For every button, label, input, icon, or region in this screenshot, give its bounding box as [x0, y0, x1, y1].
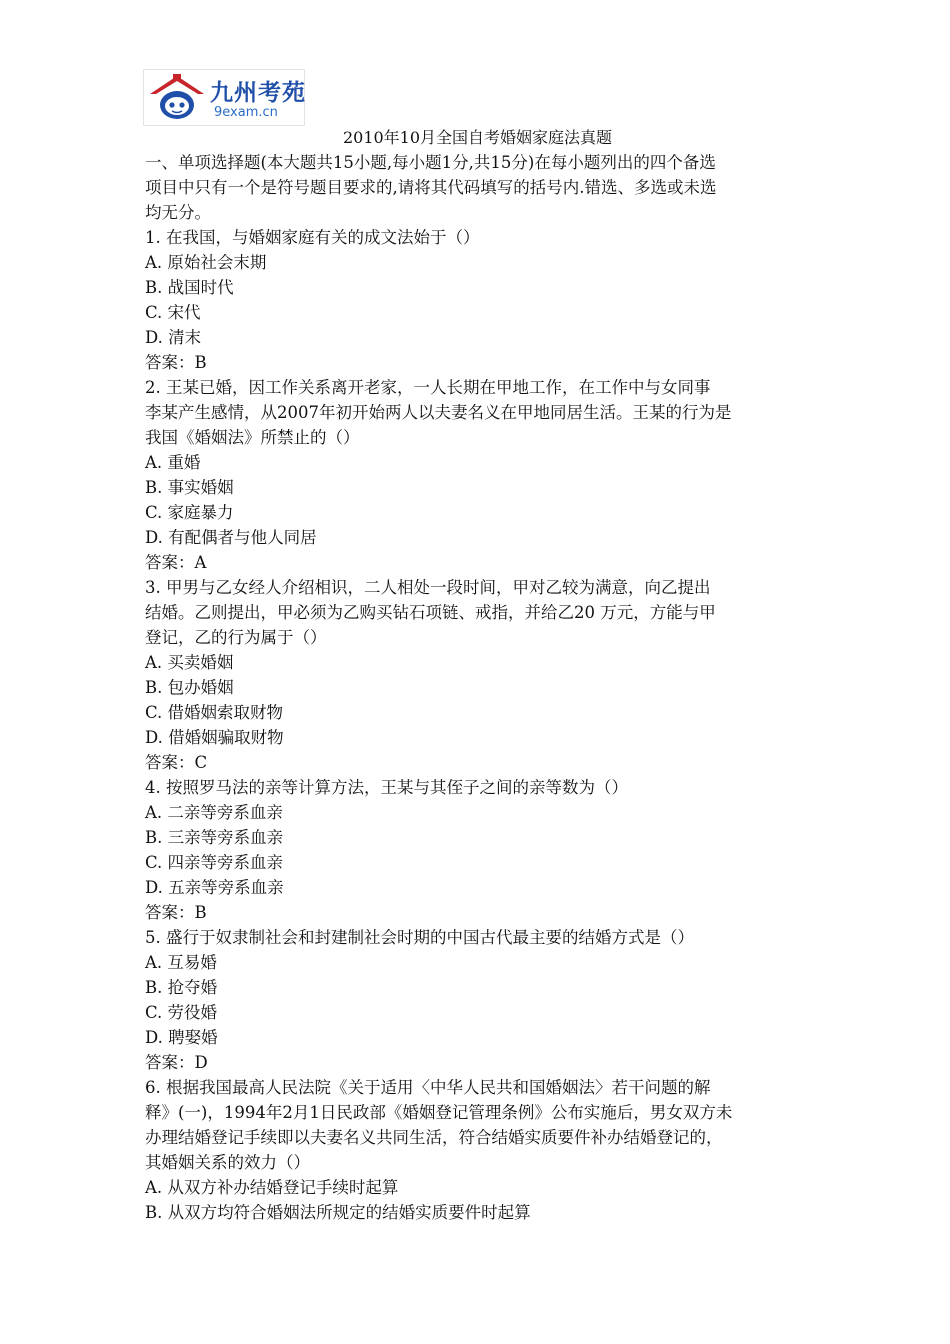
answer-option: C. 借婚姻索取财物	[145, 703, 284, 722]
answer-option: A. 买卖婚姻	[145, 653, 234, 672]
answer-option: B. 从双方均符合婚姻法所规定的结婚实质要件时起算	[145, 1203, 531, 1222]
answer-key: 答案：D	[145, 1053, 208, 1072]
answer-option: D. 聘娶婚	[145, 1028, 218, 1047]
question-stem-line: 6. 根据我国最高人民法院《关于适用〈中华人民共和国婚姻法〉若干问题的解	[145, 1078, 711, 1097]
answer-option: B. 抢夺婚	[145, 978, 218, 997]
answer-key: 答案：B	[145, 353, 207, 372]
answer-key: 答案：A	[145, 553, 207, 572]
answer-option: D. 清末	[145, 328, 202, 347]
question-5	[145, 925, 810, 1075]
answer-option: B. 三亲等旁系血亲	[145, 828, 284, 847]
question-stem-line: 我国《婚姻法》所禁止的（）	[145, 428, 360, 447]
graduation-cap-mascot-icon	[146, 72, 208, 124]
question-2	[145, 375, 810, 575]
answer-option: C. 宋代	[145, 303, 201, 322]
answer-option: D. 五亲等旁系血亲	[145, 878, 284, 897]
answer-key: 答案：B	[145, 903, 207, 922]
section-instructions	[145, 150, 810, 225]
question-stem-line: 5. 盛行于奴隶制社会和封建制社会时期的中国古代最主要的结婚方式是（）	[145, 928, 694, 947]
logo-chinese-text: 九州考苑	[210, 80, 306, 106]
answer-option: B. 战国时代	[145, 278, 234, 297]
answer-option: C. 四亲等旁系血亲	[145, 853, 284, 872]
question-stem-line: 2. 王某已婚，因工作关系离开老家，一人长期在甲地工作，在工作中与女同事	[145, 378, 711, 397]
instruction-line: 项目中只有一个是符号题目要求的,请将其代码填写的括号内.错选、多选或未选	[145, 178, 717, 197]
logo-domain-text: 9exam.cn	[214, 105, 278, 120]
question-list	[145, 225, 810, 1225]
answer-option: A. 互易婚	[145, 953, 217, 972]
question-stem-line: 其婚姻关系的效力（）	[145, 1153, 310, 1172]
answer-option: D. 借婚姻骗取财物	[145, 728, 284, 747]
answer-option: D. 有配偶者与他人同居	[145, 528, 317, 547]
document-body	[145, 125, 810, 1225]
question-stem-line: 释》(一)，1994年2月1日民政部《婚姻登记管理条例》公布实施后，男女双方未	[145, 1103, 733, 1122]
answer-option: B. 事实婚姻	[145, 478, 234, 497]
question-stem-line: 登记，乙的行为属于（）	[145, 628, 327, 647]
question-4	[145, 775, 810, 925]
answer-key: 答案：C	[145, 753, 208, 772]
question-stem-line: 办理结婚登记手续即以夫妻名义共同生活，符合结婚实质要件补办结婚登记的，	[145, 1128, 723, 1147]
logo	[143, 69, 305, 126]
answer-option: C. 劳役婚	[145, 1003, 218, 1022]
question-6	[145, 1075, 810, 1225]
instruction-line: 一、单项选择题(本大题共15小题,每小题1分,共15分)在每小题列出的四个备选	[145, 153, 716, 172]
answer-option: B. 包办婚姻	[145, 678, 234, 697]
question-1	[145, 225, 810, 375]
answer-option: A. 从双方补办结婚登记手续时起算	[145, 1178, 399, 1197]
question-stem-line: 李某产生感情，从2007年初开始两人以夫妻名义在甲地同居生活。王某的行为是	[145, 403, 732, 422]
answer-option: A. 二亲等旁系血亲	[145, 803, 283, 822]
question-stem-line: 4. 按照罗马法的亲等计算方法，王某与其侄子之间的亲等数为（）	[145, 778, 628, 797]
document-title: 2010年10月全国自考婚姻家庭法真题	[342, 128, 613, 147]
question-stem-line: 1. 在我国，与婚姻家庭有关的成文法始于（）	[145, 228, 480, 247]
question-stem-line: 结婚。乙则提出，甲必须为乙购买钻石项链、戒指，并给乙20 万元，方能与甲	[145, 603, 716, 622]
answer-option: A. 原始社会末期	[145, 253, 267, 272]
answer-option: C. 家庭暴力	[145, 503, 234, 522]
question-3	[145, 575, 810, 775]
answer-option: A. 重婚	[145, 453, 201, 472]
instruction-line: 均无分。	[145, 203, 211, 222]
question-stem-line: 3. 甲男与乙女经人介绍相识，二人相处一段时间，甲对乙较为满意，向乙提出	[145, 578, 711, 597]
